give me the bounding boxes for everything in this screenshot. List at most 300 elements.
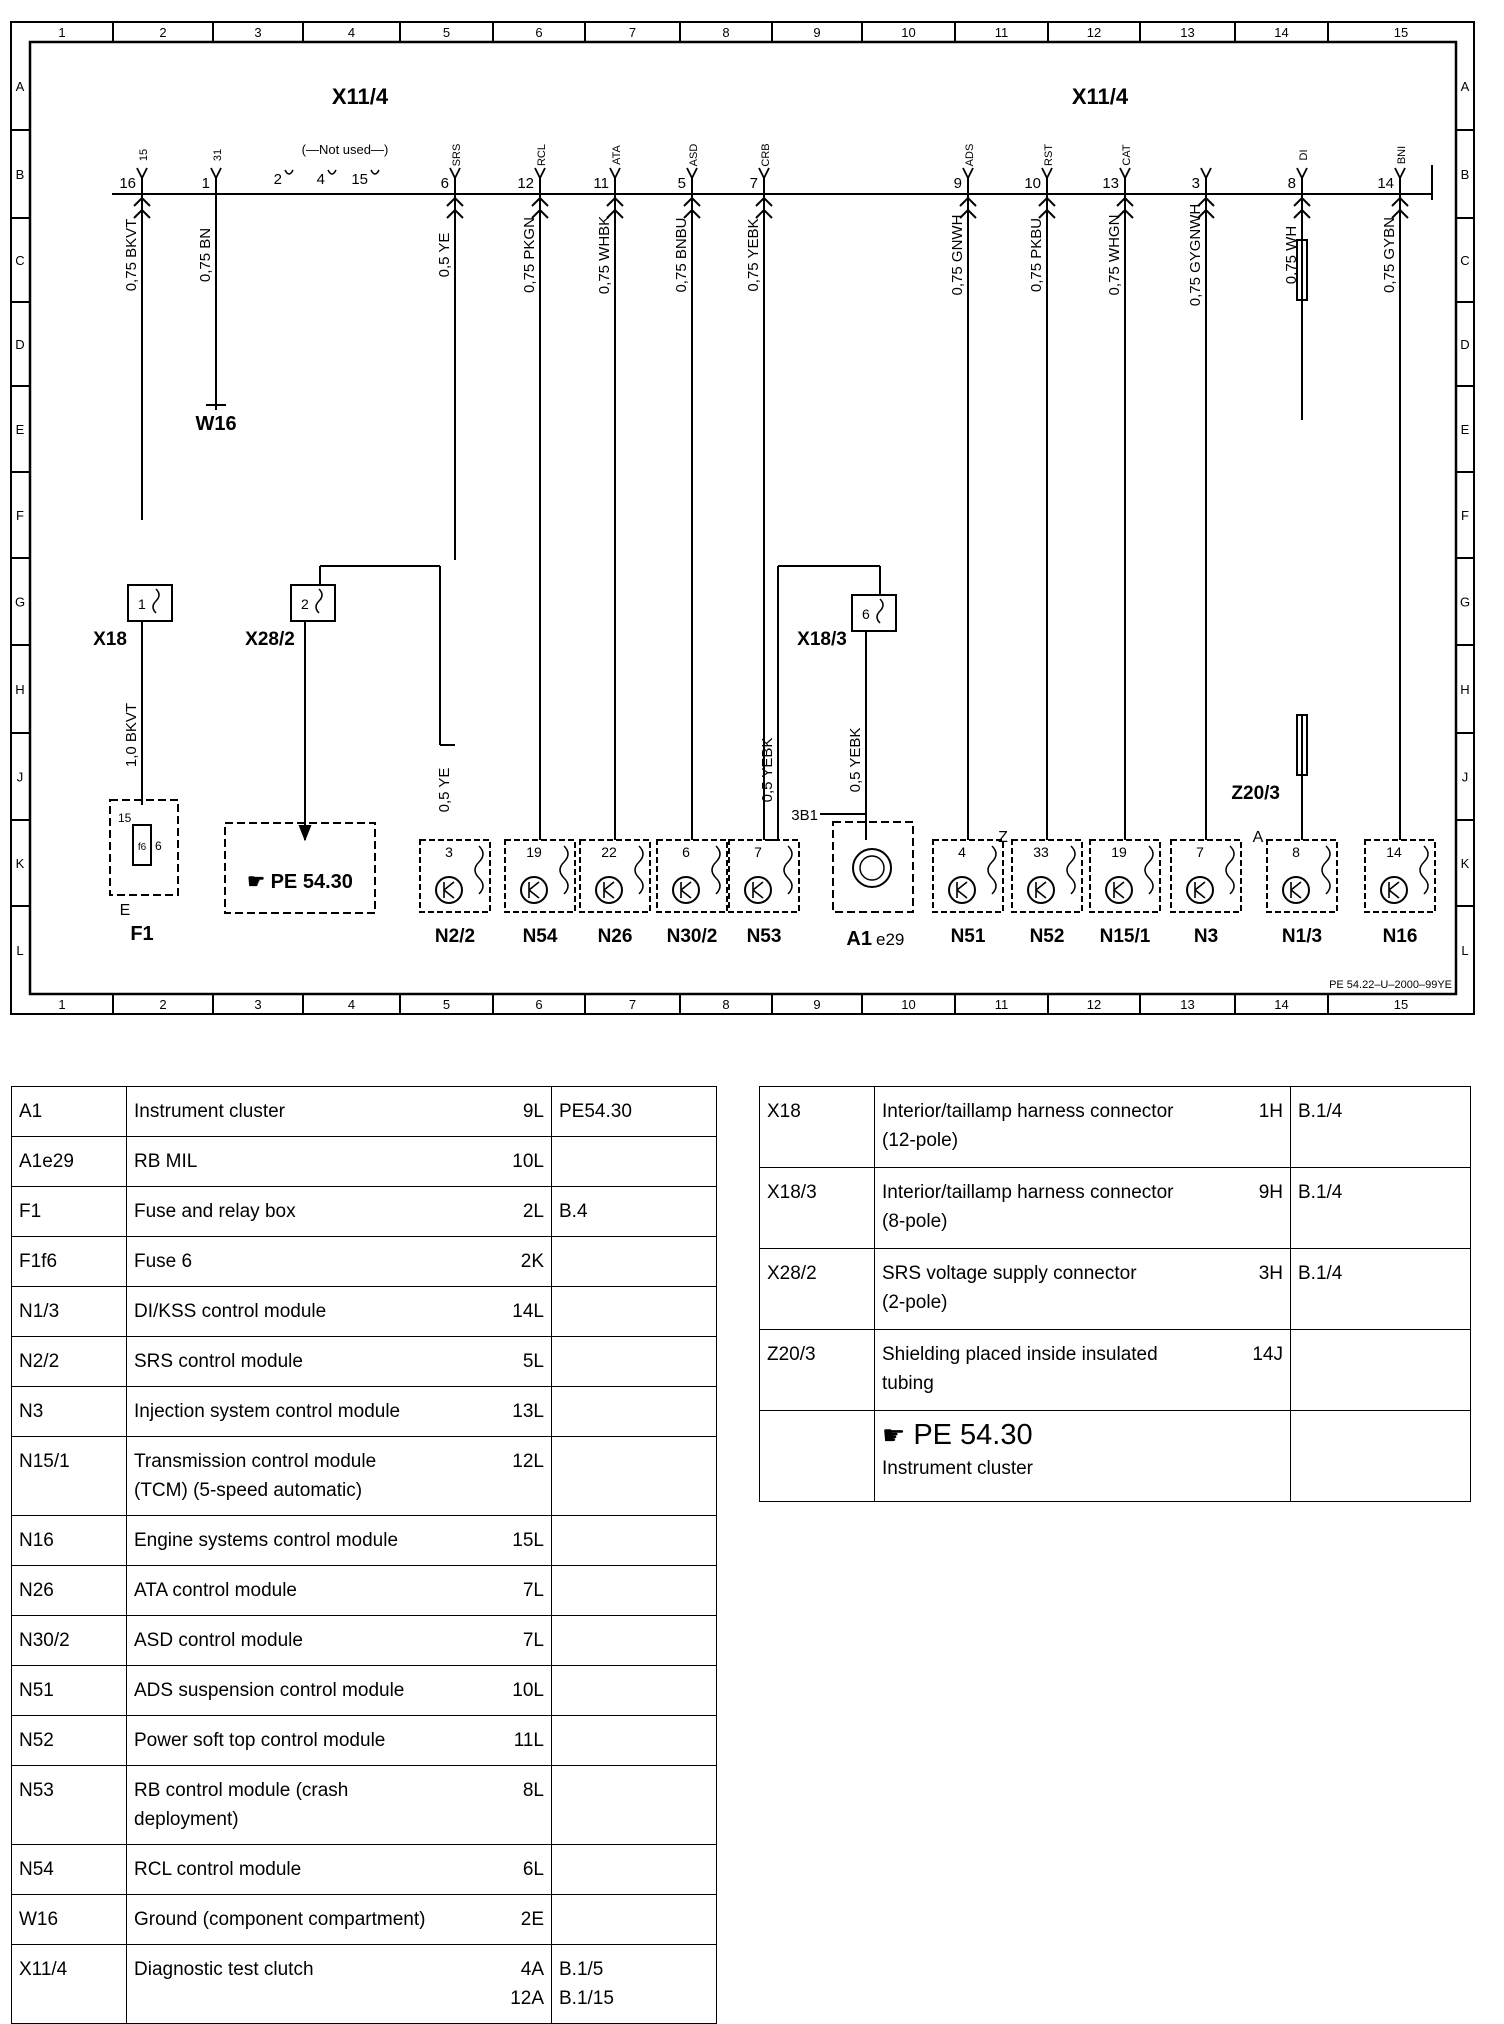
transistor-leads bbox=[1291, 882, 1301, 898]
grid-column-label-bottom: 4 bbox=[347, 997, 356, 1012]
component-label-n3: N3 bbox=[1193, 926, 1219, 947]
legend-code: N53 bbox=[12, 1766, 127, 1845]
grid-row-label-left: K bbox=[15, 856, 25, 871]
pin-number: 8 bbox=[1292, 844, 1300, 860]
legend-reference bbox=[1291, 1330, 1471, 1411]
wire-label: 0,5 YEBK bbox=[847, 727, 864, 793]
not-used-label: (—Not used—) bbox=[301, 142, 389, 157]
spring-symbol bbox=[988, 846, 996, 894]
legend-reference bbox=[1291, 1411, 1471, 1502]
legend-code: X11/4 bbox=[12, 1945, 127, 2024]
component-label-n53: N53 bbox=[746, 926, 782, 947]
component-label-f1: F1 bbox=[130, 923, 154, 945]
pin-number: 7 bbox=[749, 175, 758, 192]
pin-socket-symbol bbox=[211, 168, 221, 178]
wire-label: 0,75 BN bbox=[197, 227, 214, 283]
legend-reference bbox=[552, 1137, 717, 1187]
legend-reference bbox=[552, 1895, 717, 1945]
grid-row-label-left: H bbox=[15, 682, 25, 697]
legend-reference bbox=[552, 1437, 717, 1516]
pin-number: 5 bbox=[677, 175, 686, 192]
legend-table-right bbox=[759, 1086, 1471, 1502]
pin-signal-label: ADS bbox=[964, 143, 976, 167]
pin-number: 33 bbox=[1033, 844, 1049, 860]
wire-label: 0,5 YE bbox=[436, 232, 453, 278]
pin-number: 4 bbox=[958, 844, 966, 860]
legend-location: 7L bbox=[497, 1616, 552, 1666]
legend-description: Transmission control module (TCM) (5-speed automatic) bbox=[127, 1437, 498, 1516]
transistor-leads bbox=[1036, 882, 1046, 898]
legend-row bbox=[12, 1087, 717, 1137]
connector-label-x28-2: X28/2 bbox=[245, 629, 295, 650]
pin-number: 2 bbox=[273, 171, 282, 188]
grid-column-label-bottom: 6 bbox=[535, 997, 543, 1012]
legend-reference bbox=[552, 1716, 717, 1766]
pin-signal-label: DI bbox=[1298, 149, 1310, 161]
grid-column-label-top: 10 bbox=[901, 25, 916, 40]
pin-signal-label: ATA bbox=[611, 145, 623, 165]
grid-row-label-right: D bbox=[1460, 337, 1470, 352]
grid-row-label-left: F bbox=[16, 508, 24, 523]
connector-label-x11-4: X11/4 bbox=[1071, 84, 1129, 109]
legend-code: F1f6 bbox=[12, 1237, 127, 1287]
legend-code: N54 bbox=[12, 1845, 127, 1895]
pin-number: 12 bbox=[517, 175, 534, 192]
ground-label-w16: W16 bbox=[195, 413, 237, 435]
legend-location: 10L bbox=[497, 1666, 552, 1716]
wire-label: 0,75 BNBU bbox=[673, 217, 690, 293]
pe-reference-code: PE 54.30 bbox=[913, 1419, 1033, 1451]
legend-reference bbox=[552, 1666, 717, 1716]
legend-row bbox=[12, 1437, 717, 1516]
legend-table-left bbox=[11, 1086, 717, 2024]
spring-symbol bbox=[784, 846, 792, 894]
legend-row bbox=[12, 1566, 717, 1616]
legend-code: A1 bbox=[12, 1087, 127, 1137]
pin-socket-symbol bbox=[610, 168, 620, 178]
wire-label: 0,75 GNWH bbox=[949, 214, 966, 296]
grid-column-label-top: 9 bbox=[813, 25, 821, 40]
connector-x18 bbox=[128, 585, 172, 621]
pin-number: 1 bbox=[138, 596, 146, 612]
legend-location: 9H bbox=[1236, 1168, 1291, 1249]
pin-signal-label: ASD bbox=[688, 143, 700, 167]
pin-number: 3 bbox=[1191, 175, 1200, 192]
grid-column-label-bottom: 3 bbox=[254, 997, 262, 1012]
component-label-n26: N26 bbox=[597, 926, 633, 947]
transistor-symbol bbox=[436, 877, 462, 903]
wire-label: 0,75 YEBK bbox=[745, 218, 762, 292]
wire-label: 0,75 PKBU bbox=[1028, 217, 1045, 293]
pin-number: 6 bbox=[682, 844, 690, 860]
grid-column-label-bottom: 14 bbox=[1274, 997, 1289, 1012]
grid-column-label-bottom: 5 bbox=[442, 997, 451, 1012]
legend-location: 6L bbox=[497, 1845, 552, 1895]
grid-column-label-top: 2 bbox=[159, 25, 167, 40]
transistor-leads bbox=[753, 882, 763, 898]
grid-column-label-bottom: 13 bbox=[1180, 997, 1195, 1012]
legend-row bbox=[12, 1516, 717, 1566]
grid-column-label-top: 8 bbox=[722, 25, 730, 40]
pin-socket-symbol bbox=[759, 168, 769, 178]
legend-description: Engine systems control module bbox=[127, 1516, 498, 1566]
legend-code: N51 bbox=[12, 1666, 127, 1716]
pin-number: 14 bbox=[1386, 844, 1402, 860]
legend-location: 10L bbox=[497, 1137, 552, 1187]
legend-code: N52 bbox=[12, 1716, 127, 1766]
grid-column-label-top: 12 bbox=[1086, 25, 1102, 40]
legend-reference bbox=[552, 1387, 717, 1437]
warning-lamp-symbol bbox=[853, 849, 891, 887]
pin-number: 16 bbox=[119, 175, 136, 192]
grid-column-label-bottom: 1 bbox=[58, 997, 66, 1012]
legend-location: 2K bbox=[497, 1237, 552, 1287]
pin-signal-label: SRS bbox=[451, 143, 463, 167]
connector-label-x11-4: X11/4 bbox=[331, 84, 389, 109]
legend-location: 11L bbox=[497, 1716, 552, 1766]
pin-socket-symbol bbox=[1297, 168, 1307, 178]
grid-column-label-bottom: 8 bbox=[722, 997, 730, 1012]
grid-column-label-bottom: 12 bbox=[1086, 997, 1102, 1012]
arrow-head bbox=[299, 825, 311, 840]
grid-row-label-right: C bbox=[1460, 253, 1470, 268]
wire-label: 0,75 WHBK bbox=[596, 215, 613, 295]
pin-signal-label: 15 bbox=[138, 148, 150, 162]
warning-lamp-inner bbox=[860, 856, 884, 880]
legend-reference bbox=[552, 1337, 717, 1387]
component-label-z20-3: Z20/3 bbox=[1231, 783, 1280, 804]
outer-frame bbox=[11, 22, 1474, 1014]
pin-signal-label: BNI bbox=[1396, 145, 1408, 165]
legend-location: 14J bbox=[1236, 1330, 1291, 1411]
transistor-symbol bbox=[1187, 877, 1213, 903]
legend-code: N26 bbox=[12, 1566, 127, 1616]
legend-description: ASD control module bbox=[127, 1616, 498, 1666]
legend-reference: B.1/4 bbox=[1291, 1168, 1471, 1249]
grid-column-label-top: 11 bbox=[994, 25, 1009, 40]
pin-socket bbox=[371, 170, 379, 174]
legend-description: RB MIL bbox=[127, 1137, 498, 1187]
legend-reference bbox=[552, 1845, 717, 1895]
legend-row bbox=[12, 1287, 717, 1337]
grid-row-label-right: K bbox=[1460, 856, 1470, 871]
legend-description: Injection system control module bbox=[127, 1387, 498, 1437]
pin-number: 7 bbox=[754, 844, 762, 860]
grid-row-label-right: E bbox=[1460, 422, 1470, 437]
pin-number: 1 bbox=[201, 175, 210, 192]
grid-row-label-left: L bbox=[16, 943, 24, 958]
inner-frame bbox=[30, 42, 1456, 994]
transistor-symbol bbox=[1381, 877, 1407, 903]
wire-label: 1,0 BKVT bbox=[123, 702, 140, 768]
legend-description bbox=[875, 1411, 1291, 1502]
component-label-a1: A1 bbox=[846, 928, 872, 950]
marker-label: A bbox=[1252, 829, 1264, 846]
component-label-n15-1: N15/1 bbox=[1099, 926, 1151, 947]
legend-reference: B.4 bbox=[552, 1187, 717, 1237]
component-label-n2-2: N2/2 bbox=[434, 926, 476, 947]
grid-row-label-right: F bbox=[1461, 508, 1469, 523]
connector-x18-3 bbox=[852, 595, 896, 631]
pin-number: 6 bbox=[440, 175, 449, 192]
pin-socket-symbol bbox=[1395, 168, 1405, 178]
component-label-n30-2: N30/2 bbox=[666, 926, 718, 947]
legend-reference bbox=[552, 1237, 717, 1287]
grid-row-label-right: L bbox=[1461, 943, 1469, 958]
grid-row-label-right: A bbox=[1460, 79, 1470, 94]
transistor-symbol bbox=[521, 877, 547, 903]
legend-code: N3 bbox=[12, 1387, 127, 1437]
legend-location: 1H bbox=[1236, 1087, 1291, 1168]
legend-location: 9L bbox=[497, 1087, 552, 1137]
pin-number: 6 bbox=[155, 839, 162, 853]
legend-reference: B.1/4 bbox=[1291, 1249, 1471, 1330]
legend-code: X18/3 bbox=[760, 1168, 875, 1249]
transistor-symbol bbox=[1283, 877, 1309, 903]
pe-reference-text bbox=[882, 1421, 1033, 1450]
grid-row-label-left: D bbox=[15, 337, 25, 352]
legend-description: SRS voltage supply connector (2-pole) bbox=[875, 1249, 1237, 1330]
grid-row-label-right: G bbox=[1459, 594, 1471, 610]
grid-row-label-left: E bbox=[15, 422, 25, 437]
legend-code: F1 bbox=[12, 1187, 127, 1237]
legend-reference bbox=[552, 1516, 717, 1566]
legend-row bbox=[12, 1845, 717, 1895]
transistor-symbol bbox=[1028, 877, 1054, 903]
legend-description: Fuse 6 bbox=[127, 1237, 498, 1287]
transistor-leads bbox=[1389, 882, 1399, 898]
legend-row bbox=[12, 1337, 717, 1387]
transistor-leads bbox=[1195, 882, 1205, 898]
legend-row bbox=[12, 1137, 717, 1187]
legend-code: Z20/3 bbox=[760, 1330, 875, 1411]
component-label-n1-3: N1/3 bbox=[1281, 926, 1323, 947]
pin-number: 14 bbox=[1377, 175, 1394, 192]
legend-row bbox=[760, 1330, 1471, 1411]
legend-row bbox=[760, 1249, 1471, 1330]
pin-number: 22 bbox=[601, 844, 617, 860]
transistor-symbol bbox=[949, 877, 975, 903]
pin-socket-symbol bbox=[1042, 168, 1052, 178]
wire-label: 0,75 WH bbox=[1283, 225, 1300, 285]
legend-reference bbox=[552, 1566, 717, 1616]
pin-socket-symbol bbox=[963, 168, 973, 178]
legend-code: N30/2 bbox=[12, 1616, 127, 1666]
wire-label: 0,75 GYGNWH bbox=[1187, 203, 1204, 307]
legend-description: Fuse and relay box bbox=[127, 1187, 498, 1237]
pin-number: 8 bbox=[1287, 175, 1296, 192]
legend-description: Shielding placed inside insulated tubing bbox=[875, 1330, 1237, 1411]
legend-row bbox=[12, 1616, 717, 1666]
legend-reference bbox=[552, 1766, 717, 1845]
pointing-hand-icon: ☛ bbox=[882, 1420, 906, 1450]
transistor-leads bbox=[957, 882, 967, 898]
grid-column-label-bottom: 2 bbox=[159, 997, 167, 1012]
legend-code bbox=[760, 1411, 875, 1502]
grid-column-label-top: 15 bbox=[1393, 25, 1409, 40]
legend-row bbox=[12, 1716, 717, 1766]
pin-socket-symbol bbox=[137, 168, 147, 178]
grid-column-label-top: 4 bbox=[347, 25, 356, 40]
spring-symbol bbox=[153, 589, 159, 613]
legend-description: ATA control module bbox=[127, 1566, 498, 1616]
pin-number: 19 bbox=[526, 844, 542, 860]
pin-number: 13 bbox=[1102, 175, 1119, 192]
legend-location: 3H bbox=[1236, 1249, 1291, 1330]
legend-row bbox=[12, 1666, 717, 1716]
spring-symbol bbox=[712, 846, 720, 894]
legend-reference: PE54.30 bbox=[552, 1087, 717, 1137]
legend-description: RB control module (crash deployment) bbox=[127, 1766, 498, 1845]
transistor-leads bbox=[529, 882, 539, 898]
grid-column-label-top: 1 bbox=[58, 25, 66, 40]
legend-reference bbox=[552, 1287, 717, 1337]
grid-column-label-bottom: 15 bbox=[1393, 997, 1409, 1012]
transistor-symbol bbox=[673, 877, 699, 903]
grid-column-label-top: 3 bbox=[254, 25, 262, 40]
legend-row-pe-reference bbox=[760, 1411, 1471, 1502]
grid-column-label-bottom: 10 bbox=[901, 997, 916, 1012]
grid-row-label-left: C bbox=[15, 253, 25, 268]
pin-signal-label: CAT bbox=[1121, 144, 1133, 166]
legend-location: 12L bbox=[497, 1437, 552, 1516]
fuse-label: f6 bbox=[137, 842, 147, 853]
transistor-leads bbox=[604, 882, 614, 898]
legend-row bbox=[760, 1087, 1471, 1168]
transistor-leads bbox=[444, 882, 454, 898]
legend-location: 14L bbox=[497, 1287, 552, 1337]
legend-description: Instrument cluster bbox=[127, 1087, 498, 1137]
spring-symbol bbox=[1145, 846, 1153, 894]
legend-location: 15L bbox=[497, 1516, 552, 1566]
legend-description: Diagnostic test clutch bbox=[127, 1945, 498, 2024]
wire-label: 0,75 PKGN bbox=[521, 217, 538, 293]
spring-symbol bbox=[1420, 846, 1428, 894]
pin-signal-label: 31 bbox=[212, 148, 224, 162]
grid-row-label-right: J bbox=[1461, 769, 1469, 785]
grid-column-label-top: 7 bbox=[628, 25, 637, 40]
legend-code: X28/2 bbox=[760, 1249, 875, 1330]
transistor-leads bbox=[1114, 882, 1124, 898]
component-a1-box bbox=[833, 822, 913, 912]
legend-row bbox=[12, 1945, 717, 2024]
legend-row bbox=[12, 1187, 717, 1237]
legend-location: 2E bbox=[497, 1895, 552, 1945]
legend-row bbox=[12, 1766, 717, 1845]
component-label-n51: N51 bbox=[950, 926, 986, 947]
legend-reference: B.1/5 B.1/15 bbox=[552, 1945, 717, 2024]
drawing-reference: PE 54.22–U–2000–99YE bbox=[1329, 979, 1452, 991]
pin-number: 4 bbox=[316, 171, 325, 188]
wire-label: 0,75 GYBN bbox=[1381, 217, 1398, 293]
pin-socket bbox=[285, 170, 293, 174]
grid-column-label-bottom: 9 bbox=[813, 997, 821, 1012]
grid-row-label-left: B bbox=[15, 167, 25, 182]
pin-signal-label: CRB bbox=[760, 143, 772, 167]
legend-row bbox=[12, 1387, 717, 1437]
pin-number: 9 bbox=[953, 175, 962, 192]
component-sublabel-e29: e29 bbox=[876, 930, 905, 949]
pin-number: 6 bbox=[862, 606, 870, 622]
pin-signal-label: RCL bbox=[536, 143, 548, 167]
pin-socket-symbol bbox=[687, 168, 697, 178]
grid-row-label-left: J bbox=[16, 769, 24, 785]
spring-symbol bbox=[635, 846, 643, 894]
legend-code: A1e29 bbox=[12, 1137, 127, 1187]
pin-socket-symbol bbox=[450, 168, 460, 178]
pin-number: 15 bbox=[351, 171, 368, 188]
pe-reference-description: Instrument cluster bbox=[882, 1458, 1033, 1479]
legend-description: Interior/taillamp harness connector (12-pole) bbox=[875, 1087, 1237, 1168]
pe-reference-label: ☛ PE 54.30 bbox=[247, 871, 353, 893]
legend-code: N16 bbox=[12, 1516, 127, 1566]
grid-column-label-bottom: 7 bbox=[628, 997, 637, 1012]
spring-symbol bbox=[475, 846, 483, 894]
pin-number: 3 bbox=[445, 844, 453, 860]
grid-row-label-left: A bbox=[15, 79, 25, 94]
grid-column-label-top: 5 bbox=[442, 25, 451, 40]
transistor-leads bbox=[681, 882, 691, 898]
legend-location: 4A 12A bbox=[497, 1945, 552, 2024]
spring-symbol bbox=[1322, 846, 1330, 894]
legend-description: ADS suspension control module bbox=[127, 1666, 498, 1716]
transistor-symbol bbox=[596, 877, 622, 903]
pin-socket-symbol bbox=[1201, 168, 1211, 178]
legend-location: 8L bbox=[497, 1766, 552, 1845]
legend-description: Interior/taillamp harness connector (8-pole) bbox=[875, 1168, 1237, 1249]
spring-symbol bbox=[560, 846, 568, 894]
legend-location: 13L bbox=[497, 1387, 552, 1437]
legend-description: RCL control module bbox=[127, 1845, 498, 1895]
spring-symbol bbox=[316, 589, 322, 613]
legend-reference: B.1/4 bbox=[1291, 1087, 1471, 1168]
pin-socket-symbol bbox=[535, 168, 545, 178]
spring-symbol bbox=[877, 599, 883, 623]
connector-label-x18-3: X18/3 bbox=[797, 629, 847, 650]
legend-reference bbox=[552, 1616, 717, 1666]
grid-row-label-right: H bbox=[1460, 682, 1470, 697]
legend-code: N1/3 bbox=[12, 1287, 127, 1337]
pin-number: 11 bbox=[593, 175, 609, 192]
pin-socket-symbol bbox=[1120, 168, 1130, 178]
pin-number: 10 bbox=[1024, 175, 1041, 192]
pin-number: 3B1 bbox=[791, 807, 818, 824]
wire-label: 0,75 BKVT bbox=[123, 218, 140, 292]
pin-number: 7 bbox=[1196, 844, 1204, 860]
grid-row-label-right: B bbox=[1460, 167, 1470, 182]
legend-description: DI/KSS control module bbox=[127, 1287, 498, 1337]
transistor-symbol bbox=[1106, 877, 1132, 903]
grid-column-label-top: 6 bbox=[535, 25, 543, 40]
pin-number: 19 bbox=[1111, 844, 1127, 860]
legend-code: N2/2 bbox=[12, 1337, 127, 1387]
grid-column-label-bottom: 11 bbox=[994, 997, 1009, 1012]
legend-location: 2L bbox=[497, 1187, 552, 1237]
spring-symbol bbox=[1226, 846, 1234, 894]
component-label-n16: N16 bbox=[1382, 926, 1418, 947]
grid-row-label-left: G bbox=[14, 594, 26, 610]
pin-socket bbox=[328, 170, 336, 174]
connector-x28-2 bbox=[291, 585, 335, 621]
transistor-symbol bbox=[745, 877, 771, 903]
pin-number: 2 bbox=[301, 596, 309, 612]
pin-number: 15 bbox=[118, 811, 132, 825]
legend-code: N15/1 bbox=[12, 1437, 127, 1516]
component-label-n52: N52 bbox=[1029, 926, 1065, 947]
legend-description: Power soft top control module bbox=[127, 1716, 498, 1766]
legend-location: 7L bbox=[497, 1566, 552, 1616]
legend-location: 5L bbox=[497, 1337, 552, 1387]
